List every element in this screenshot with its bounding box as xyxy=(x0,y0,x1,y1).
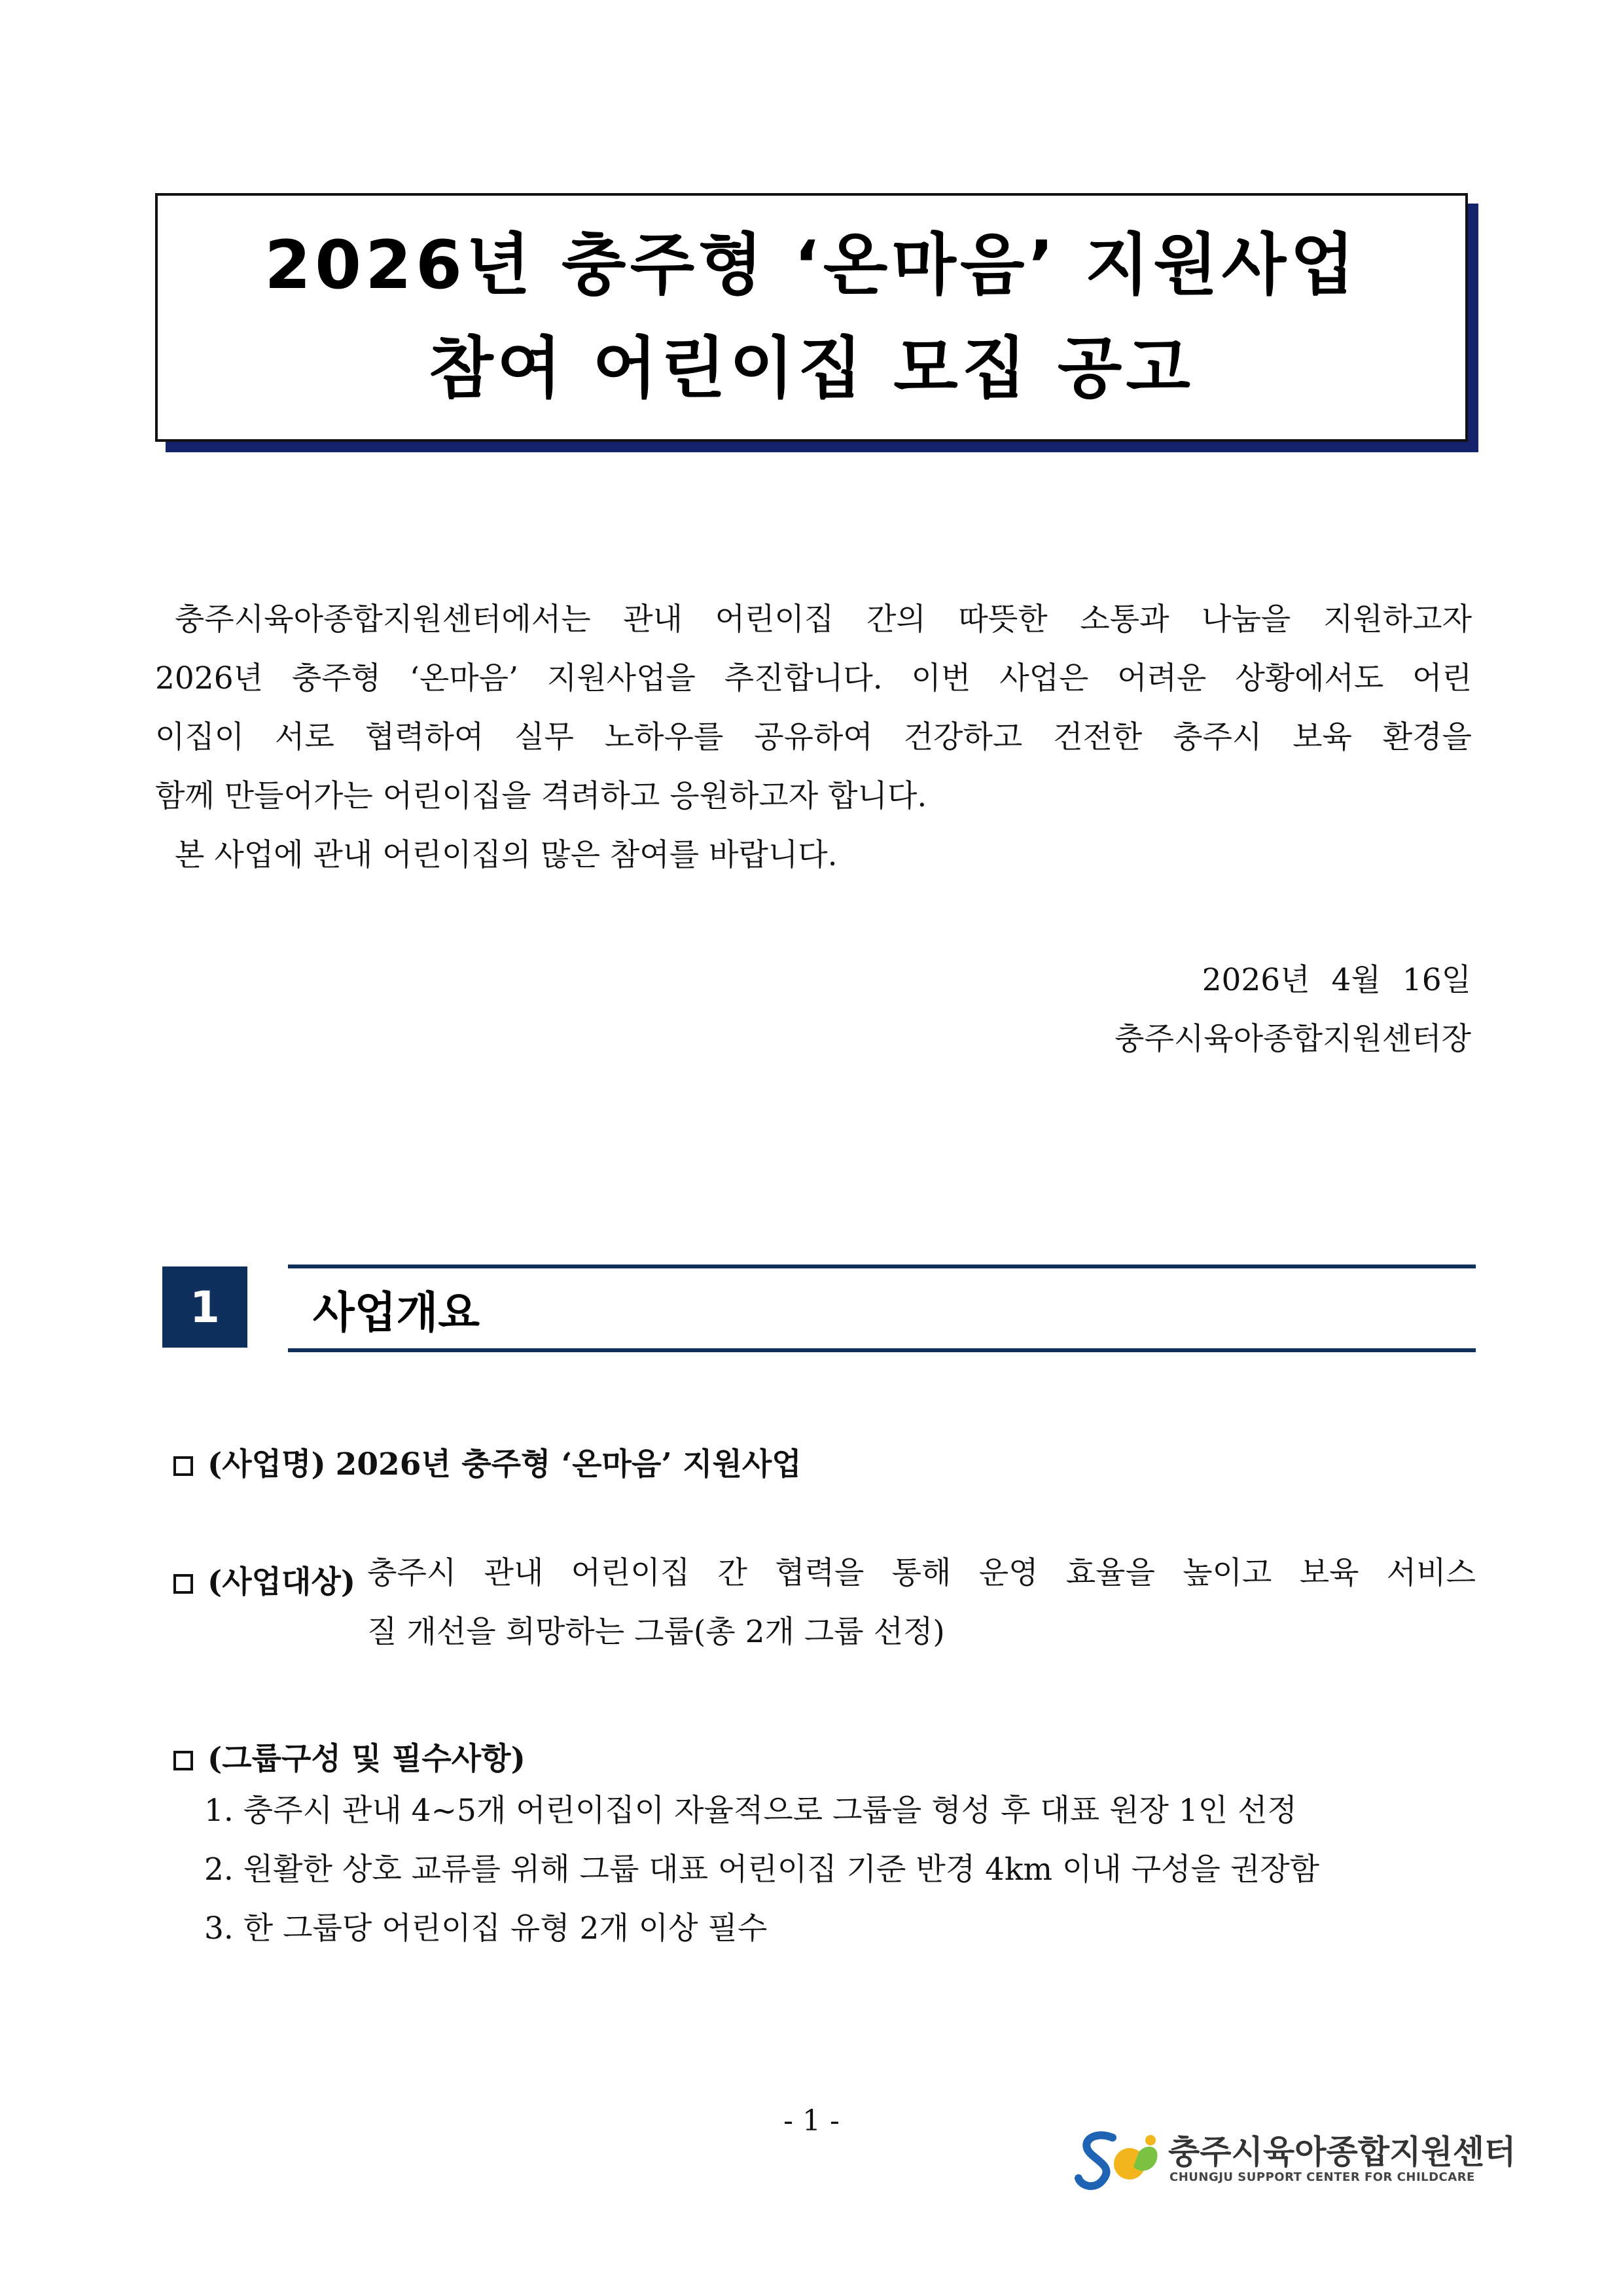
item-business-name xyxy=(173,1440,802,1484)
logo-name-english: CHUNGJU SUPPORT CENTER FOR CHILDCARE xyxy=(1169,2170,1475,2184)
intro-paragraph-2: 본 사업에 관내 어린이집의 많은 참여를 바랍니다. xyxy=(175,837,838,873)
item-group-requirements xyxy=(173,1734,526,1778)
intro-line-3: 이집이 서로 협력하여 실무 노하우를 공유하여 건강하고 건전한 충주시 보육 환경을 xyxy=(155,719,1472,755)
item-label: (사업대상) xyxy=(207,1564,356,1600)
center-logo-icon xyxy=(1073,2126,1165,2198)
section-title: 사업개요 xyxy=(313,1287,480,1338)
title-line-1: 2026년 충주형 ‘온마음’ 지원사업 xyxy=(264,226,1359,304)
intro-line-2: 2026년 충주형 ‘온마음’ 지원사업을 추진합니다. 이번 사업은 어려운 상황에서도 어린 xyxy=(155,660,1472,696)
title-line-2: 참여 어린이집 모집 공고 xyxy=(429,330,1194,408)
page-number: - 1 - xyxy=(783,2104,840,2138)
list-item: 3. 한 그룹당 어린이집 유형 2개 이상 필수 xyxy=(204,1910,768,1946)
intro-line-4: 함께 만들어가는 어린이집을 격려하고 응원하고자 합니다. xyxy=(155,778,927,814)
checkbox-square-icon xyxy=(173,1456,193,1476)
item-label: (사업명) xyxy=(207,1446,326,1482)
checkbox-square-icon xyxy=(173,1751,193,1770)
checkbox-square-icon xyxy=(173,1574,193,1594)
list-item: 2. 원활한 상호 교류를 위해 그룹 대표 어린이집 기준 반경 4km 이내 구성을 권장함 xyxy=(204,1852,1320,1888)
intro-line-1: 충주시육아종합지원센터에서는 관내 어린이집 간의 따뜻한 소통과 나눔을 지원하고자 xyxy=(175,601,1472,637)
section-number: 1 xyxy=(162,1266,247,1348)
notice-date: 2026년 4월 16일 xyxy=(1202,962,1471,998)
item-label: (그룹구성 및 필수사항) xyxy=(207,1741,526,1777)
title-box xyxy=(155,193,1468,442)
notice-signer: 충주시육아종합지원센터장 xyxy=(1115,1021,1471,1057)
intro-text xyxy=(155,590,1472,885)
item-value: 2026년 충주형 ‘온마음’ 지원사업 xyxy=(335,1446,802,1482)
center-logo xyxy=(1073,2126,1516,2198)
item-business-target xyxy=(173,1555,1476,1662)
section-heading xyxy=(288,1265,1476,1352)
list-item: 1. 충주시 관내 4~5개 어린이집이 자율적으로 그룹을 형성 후 대표 원장 1인 선정 xyxy=(204,1793,1297,1829)
requirements-list xyxy=(204,1782,1319,1958)
item-desc-line-1: 충주시 관내 어린이집 간 협력을 통해 운영 효율을 높이고 보육 서비스 xyxy=(367,1555,1476,1591)
logo-name-korean: 충주시육아종합지원센터 xyxy=(1168,2133,1516,2171)
item-desc-line-2: 질 개선을 희망하는 그룹(총 2개 그룹 선정) xyxy=(367,1614,945,1650)
